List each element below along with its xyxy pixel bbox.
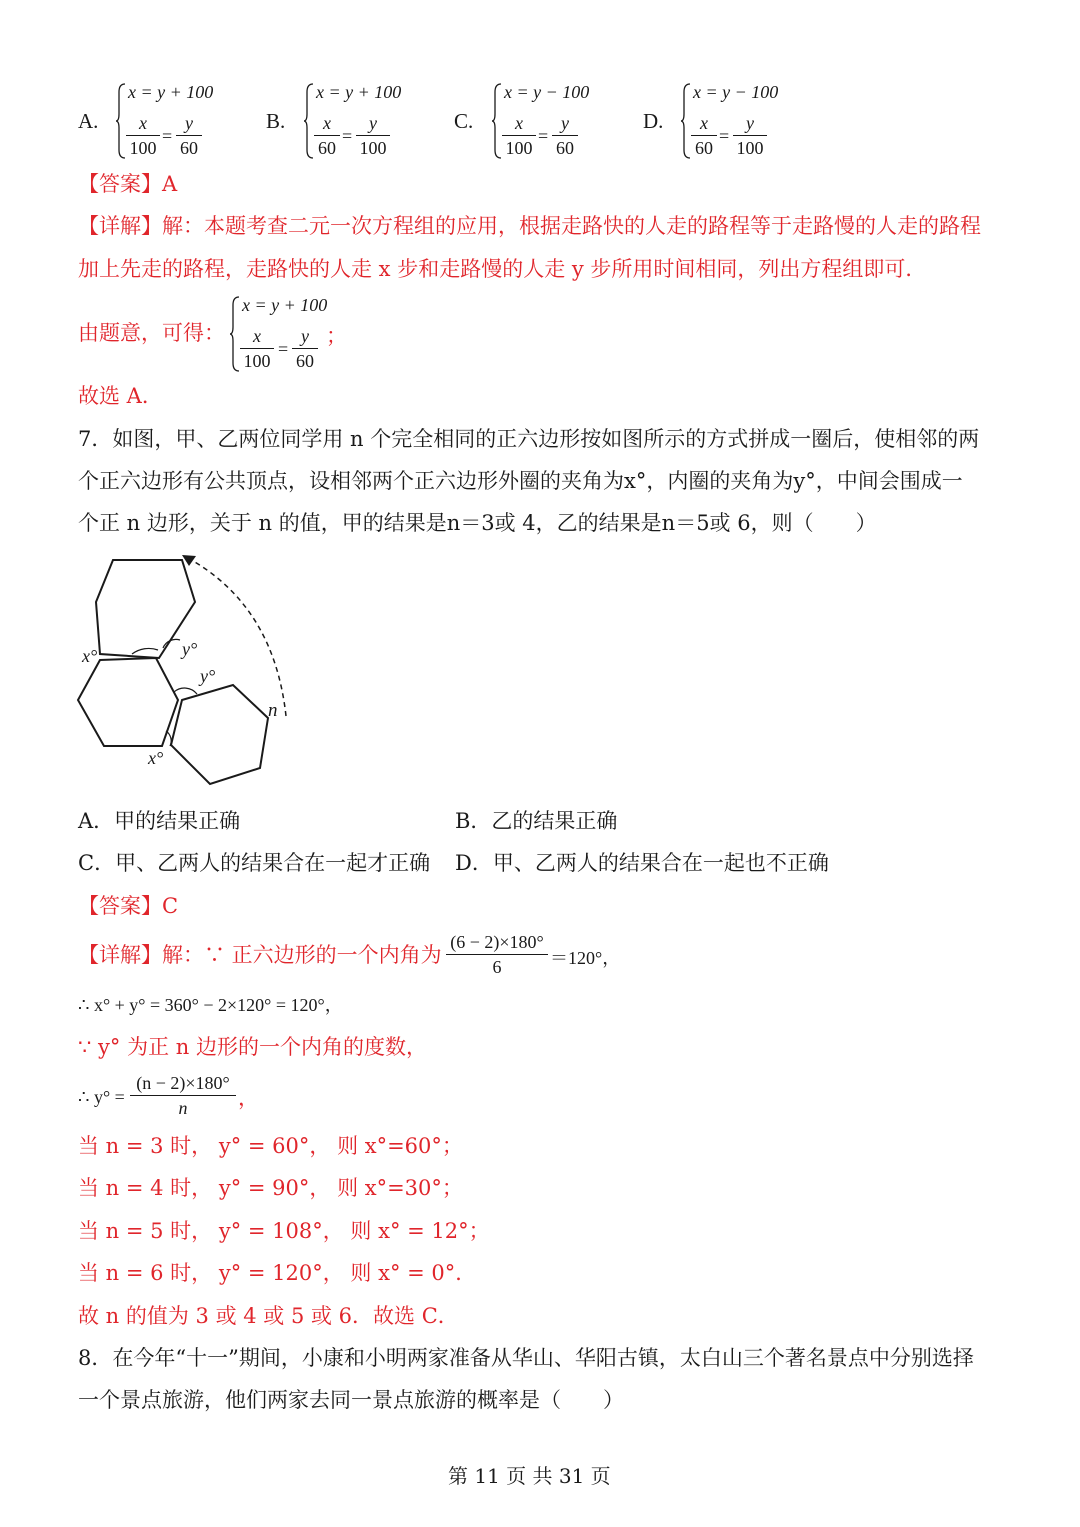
page-footer: 第 11 页 共 31 页 [448, 1464, 611, 1488]
explanation-math: ∴ y° = [78, 1087, 125, 1107]
fraction-result: ＝120°， [550, 948, 621, 968]
option-letter: D. [643, 109, 664, 133]
fraction: x 100 [502, 112, 536, 159]
equation-line: x = y − 100 [504, 82, 590, 102]
fraction: (n − 2)×180° n [130, 1072, 236, 1119]
derive-label: 由题意，可得： [78, 321, 225, 345]
label-y-mid: y° [200, 666, 216, 686]
question-text: 一个景点旅游，他们两家去同一景点旅游的概率是（ ） [78, 1388, 624, 1412]
option-letter: A. [78, 109, 99, 133]
conclusion: 故 n 的值为 3 或 4 或 5 或 6．故选 C． [78, 1304, 459, 1328]
q7-option-b[interactable]: B．乙的结果正确 [455, 809, 618, 833]
fraction: y 60 [176, 112, 202, 159]
fraction: y 100 [356, 112, 390, 159]
fraction: x 100 [126, 112, 160, 159]
question-text: 8．在今年“十一”期间，小康和小明两家准备从华山、华阳古镇，太白山三个著名景点中分别选择 [78, 1346, 974, 1370]
case-line: 当 n = 6 时， y° = 120°， 则 x° = 0°． [78, 1261, 477, 1285]
question-text: 7．如图，甲、乙两位同学用 n 个完全相同的正六边形按如图所示的方式拼成一圈后，使相邻的两 [78, 427, 980, 451]
equation-line: x = y + 100 [242, 295, 328, 315]
hexagon-right [171, 685, 268, 784]
equation-line: x = y − 100 [693, 82, 779, 102]
punctuation: ， [238, 1086, 259, 1110]
fraction: x 100 [240, 325, 274, 372]
label-y-top: y° [182, 639, 198, 659]
label-n: n [268, 700, 278, 721]
fraction: x 60 [314, 112, 340, 159]
brace-icon [492, 82, 502, 160]
q7-option-a[interactable]: A．甲的结果正确 [78, 809, 241, 833]
answer-label: 【答案】A [78, 172, 178, 196]
answer-label: 【答案】C [78, 894, 179, 918]
equation-line: x = y + 100 [128, 82, 214, 102]
fraction: x 60 [691, 112, 717, 159]
brace-icon [230, 295, 240, 373]
explanation-line: 【详解】解：本题考查二元一次方程组的应用，根据走路快的人走的路程等于走路慢的人走的路程 [78, 214, 981, 238]
brace-icon [681, 82, 691, 160]
brace-icon [304, 82, 314, 160]
hexagon-left [78, 658, 178, 746]
label-x-bottom: x° [148, 748, 164, 768]
q7-option-c[interactable]: C．甲、乙两人的结果合在一起才正确 [78, 851, 431, 875]
punctuation: ； [326, 324, 347, 348]
option-letter: C. [454, 109, 474, 133]
explanation-line: 加上先走的路程，走路快的人走 x 步和走路慢的人走 y 步所用时间相同，列出方程组即可． [78, 257, 927, 281]
hexagons-figure [70, 550, 310, 790]
fraction: y 100 [733, 112, 767, 159]
label-x-top: x° [82, 646, 98, 666]
explanation-line: 【详解】解：∵ 正六边形的一个内角为 [78, 943, 442, 967]
hexagon-top [96, 560, 198, 659]
case-line: 当 n = 5 时， y° = 108°， 则 x° = 12°； [78, 1219, 490, 1243]
fraction: y 60 [292, 325, 318, 372]
case-line: 当 n = 3 时， y° = 60°， 则 x°=60°； [78, 1134, 463, 1158]
option-letter: B. [266, 109, 286, 133]
equation-line: x = y + 100 [316, 82, 402, 102]
brace-icon [116, 82, 126, 160]
q7-option-d[interactable]: D．甲、乙两人的结果合在一起也不正确 [455, 851, 829, 875]
fraction: y 60 [552, 112, 578, 159]
question-text: 个正六边形有公共顶点，设相邻两个正六边形外圈的夹角为x°，内圈的夹角为y°，中间会围成一 [78, 469, 963, 493]
conclusion: 故选 A． [78, 384, 163, 408]
fraction: (6 − 2)×180° 6 [446, 931, 548, 978]
explanation-math: ∴ x° + y° = 360° − 2×120° = 120°， [78, 995, 343, 1015]
case-line: 当 n = 4 时， y° = 90°， 则 x°=30°； [78, 1176, 463, 1200]
explanation-line: ∵ y° 为正 n 边形的一个内角的度数， [78, 1035, 427, 1059]
question-text: 个正 n 边形，关于 n 的值，甲的结果是n＝3或 4，乙的结果是n＝5或 6，则（ ） [78, 511, 877, 535]
